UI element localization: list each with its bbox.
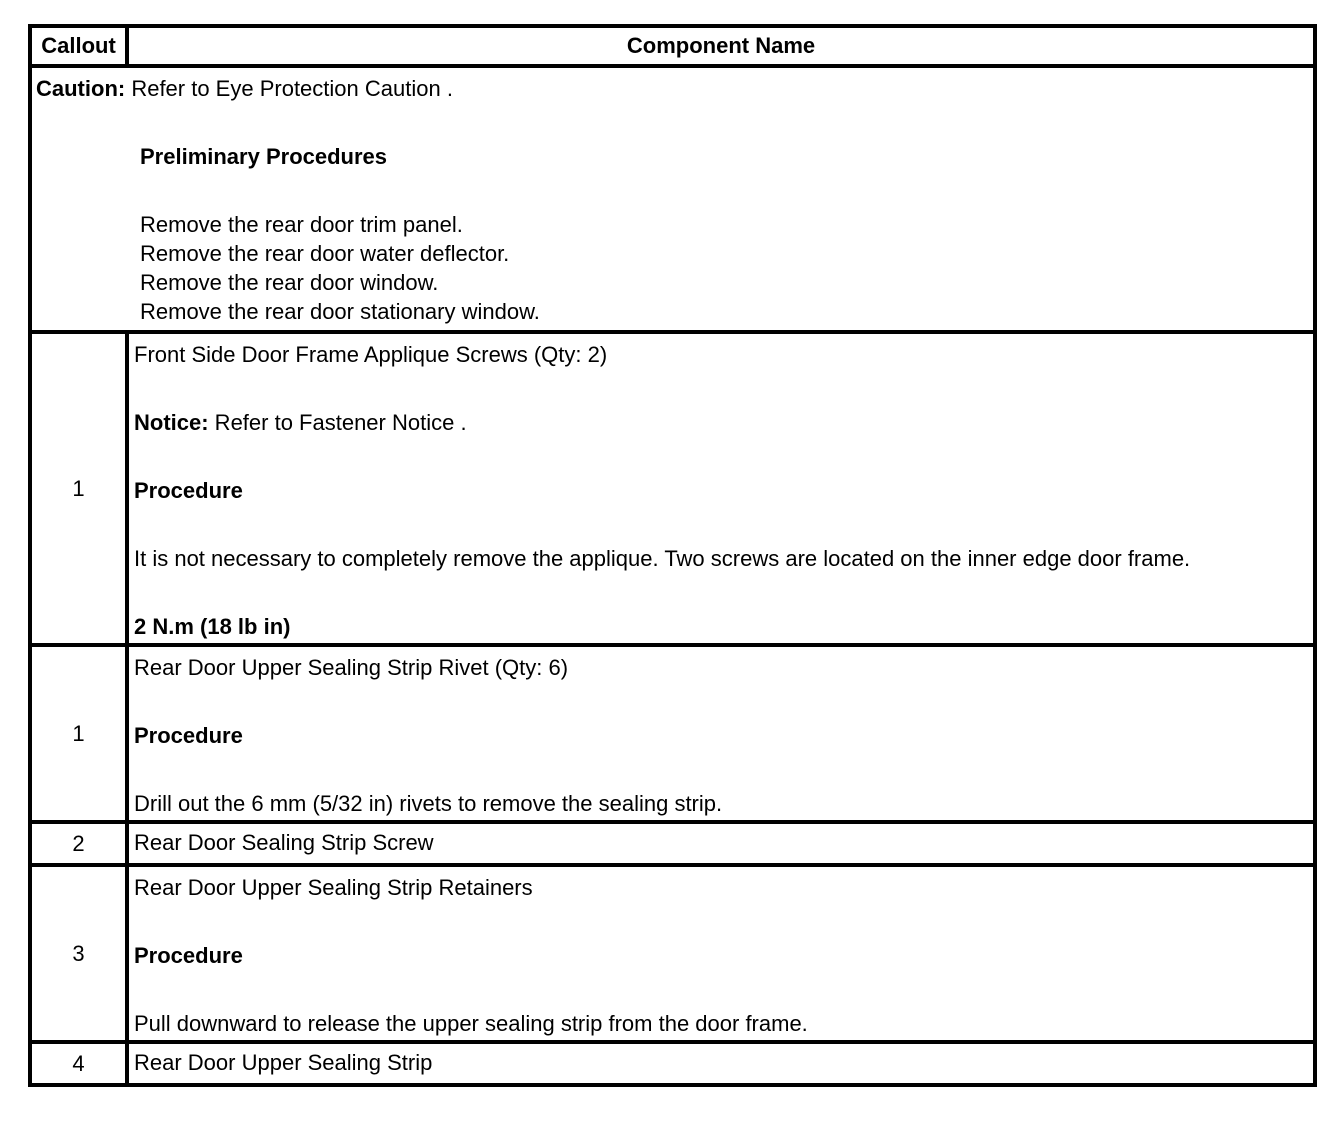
table-header-row [30, 26, 1315, 66]
component-cell [127, 645, 1315, 822]
component-name: Rear Door Sealing Strip Screw [127, 822, 1315, 865]
notice-line [134, 408, 1309, 437]
procedure-title: Procedure [134, 478, 243, 503]
component-name: Rear Door Upper Sealing Strip [127, 1042, 1315, 1085]
caution-cell [30, 66, 1315, 332]
preliminary-step: Remove the rear door trim panel. [140, 212, 463, 237]
callout-number: 1 [30, 332, 127, 645]
component-name: Front Side Door Frame Applique Screws (Qty: 2) [134, 342, 608, 367]
callout-number: 4 [30, 1042, 127, 1085]
preliminary-block [36, 103, 1309, 326]
table-row [30, 822, 1315, 865]
header-component-name: Component Name [127, 26, 1315, 66]
procedure-text: Pull downward to release the upper sealing strip from the door frame. [134, 1011, 808, 1036]
header-callout: Callout [30, 26, 127, 66]
caution-line [36, 74, 1309, 103]
procedure-title: Procedure [134, 943, 243, 968]
table-row [30, 865, 1315, 1042]
table-row [30, 1042, 1315, 1085]
callout-number: 2 [30, 822, 127, 865]
component-table [28, 24, 1317, 1087]
procedure-title: Procedure [134, 723, 243, 748]
component-cell [127, 332, 1315, 645]
torque-spec: 2 N.m (18 lb in) [134, 614, 291, 639]
component-cell [127, 865, 1315, 1042]
preliminary-step: Remove the rear door stationary window. [140, 299, 540, 324]
component-name: Rear Door Upper Sealing Strip Retainers [134, 875, 533, 900]
procedure-text: It is not necessary to completely remove the applique. Two screws are located on the inner edge door frame. [134, 546, 1191, 571]
table-row [30, 332, 1315, 645]
callout-number: 3 [30, 865, 127, 1042]
procedure-text: Drill out the 6 mm (5/32 in) rivets to remove the sealing strip. [134, 791, 723, 816]
caution-row [30, 66, 1315, 332]
caution-text: Refer to Eye Protection Caution . [125, 76, 453, 101]
callout-number: 1 [30, 645, 127, 822]
preliminary-title: Preliminary Procedures [140, 144, 388, 169]
notice-text: Refer to Fastener Notice . [208, 410, 467, 435]
notice-label: Notice: [134, 410, 209, 435]
preliminary-step: Remove the rear door window. [140, 270, 439, 295]
caution-label: Caution: [36, 76, 126, 101]
component-name: Rear Door Upper Sealing Strip Rivet (Qty: 6) [134, 655, 569, 680]
table-row [30, 645, 1315, 822]
preliminary-step: Remove the rear door water deflector. [140, 241, 510, 266]
